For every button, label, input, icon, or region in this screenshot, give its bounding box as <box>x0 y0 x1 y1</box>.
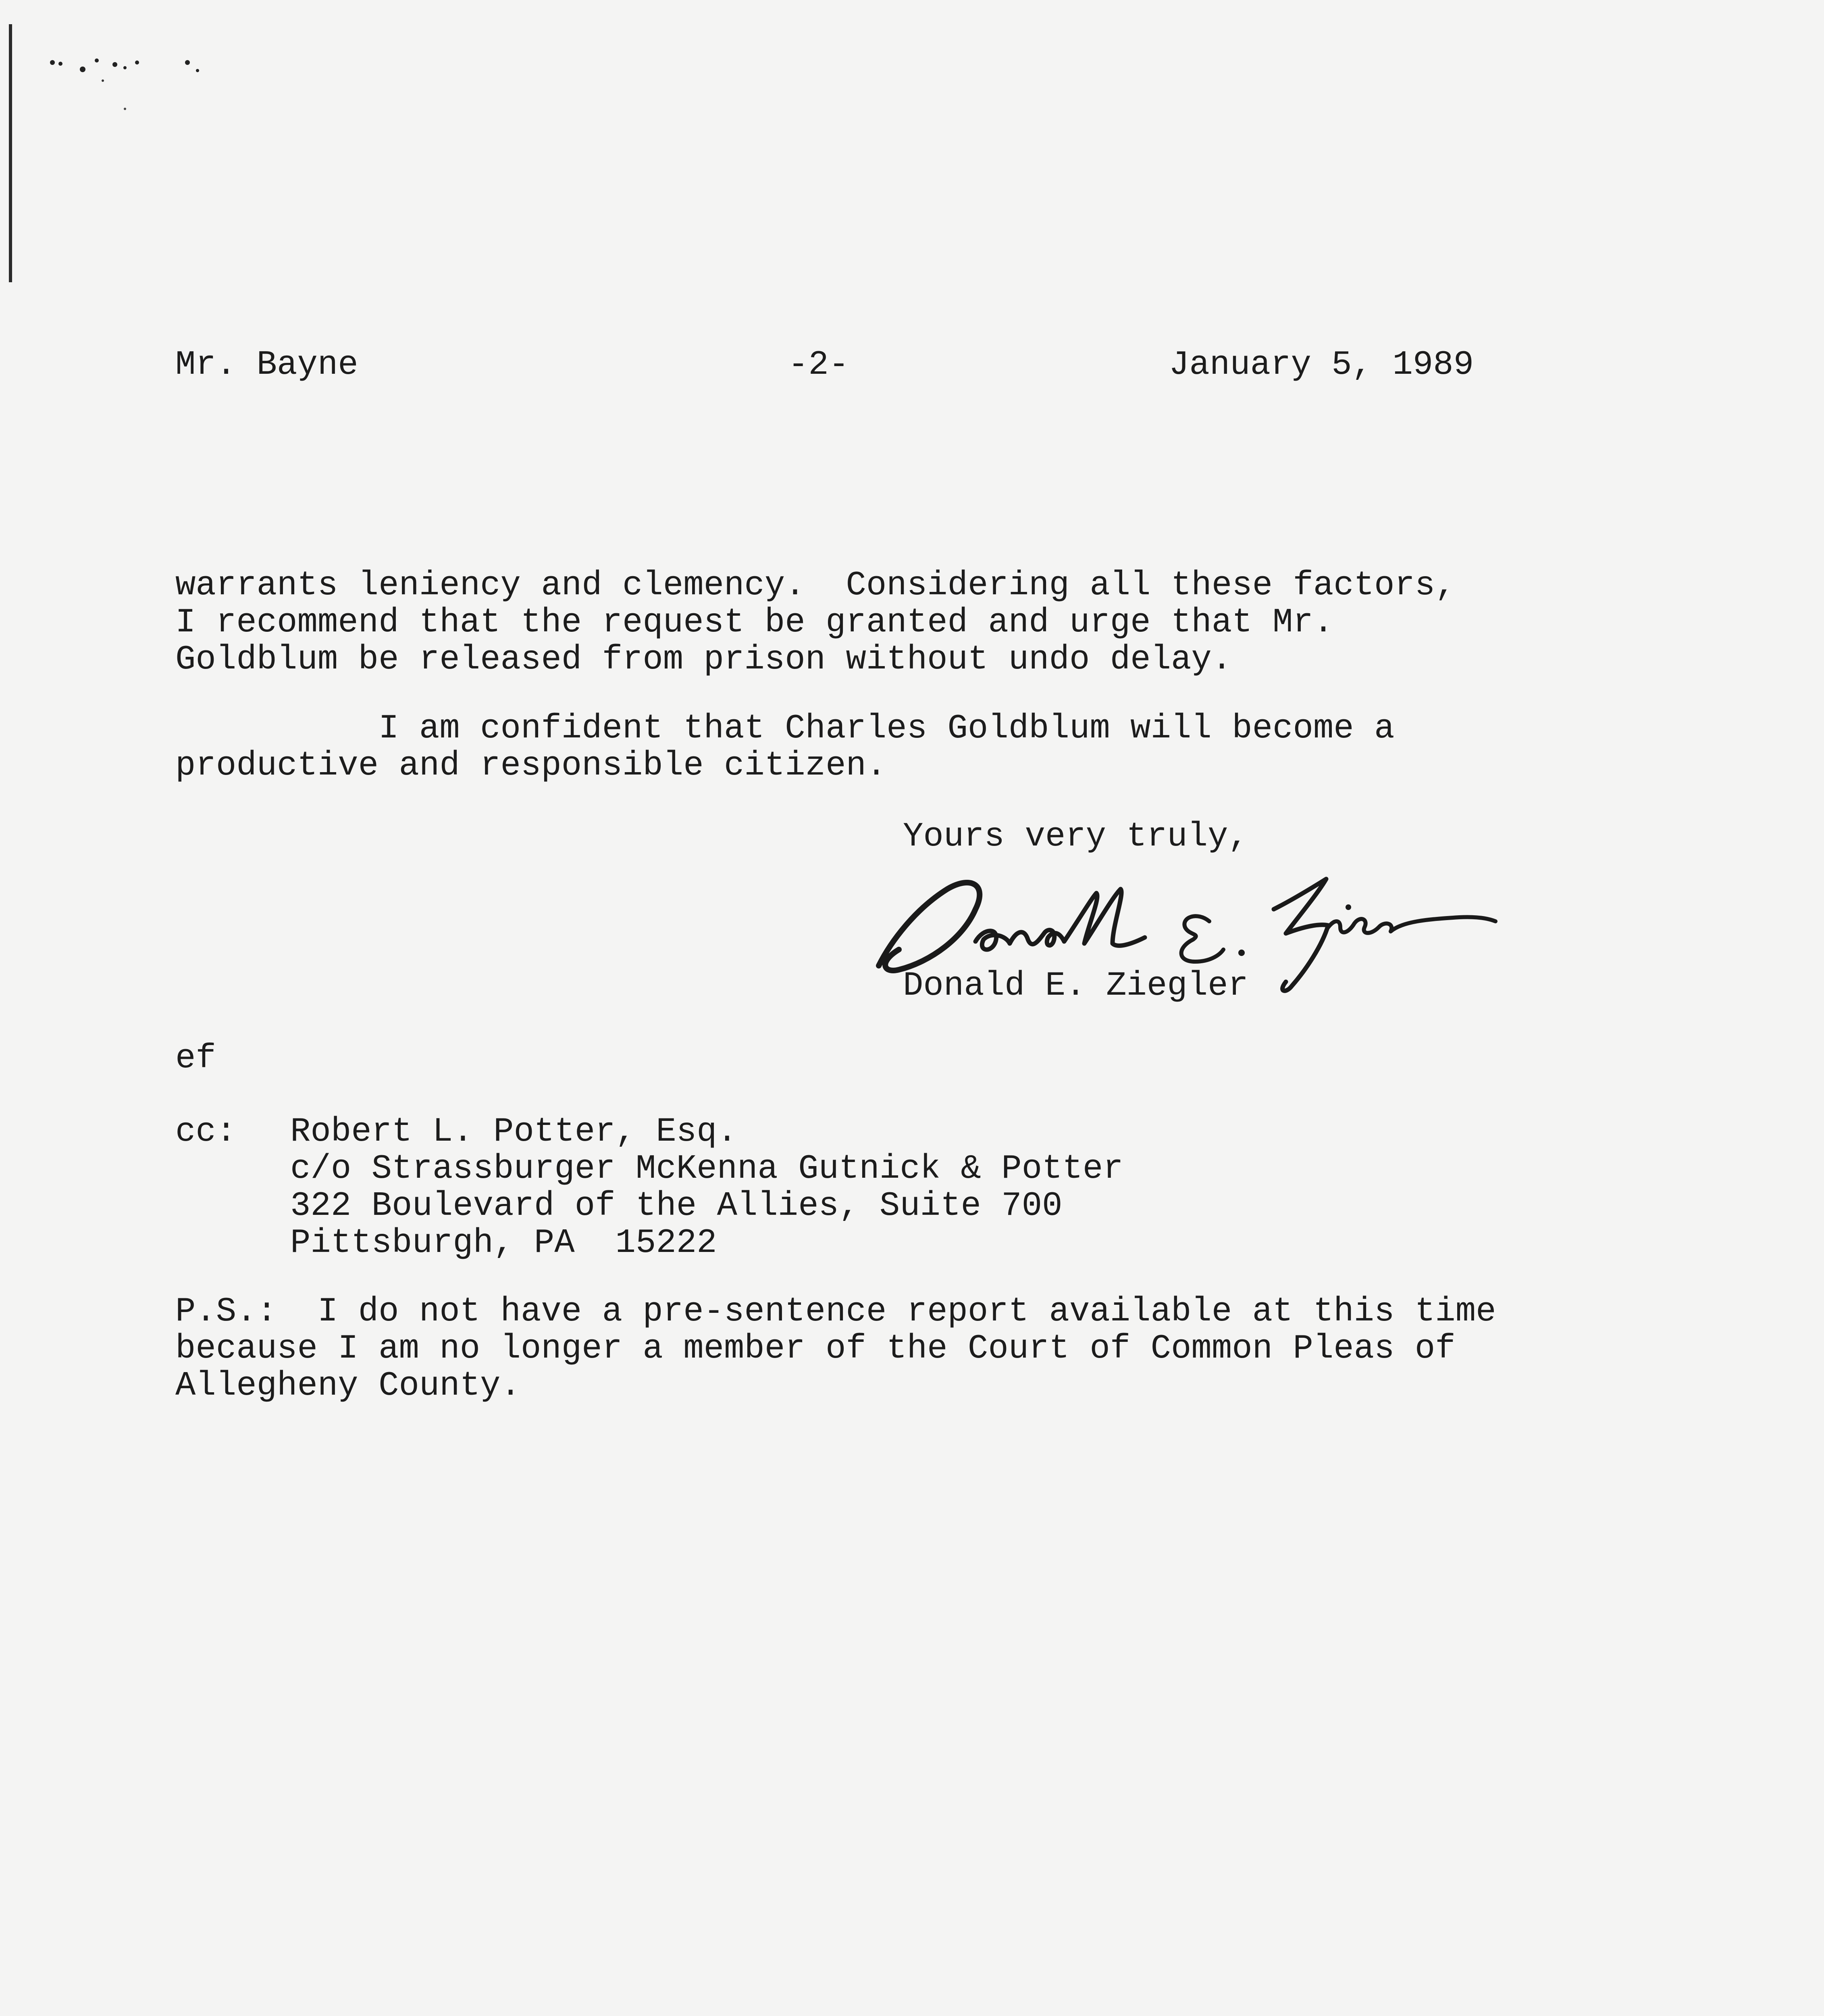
body-line: Goldblum be released from prison without undo delay. <box>175 641 1232 679</box>
header-page-number: -2- <box>788 346 849 384</box>
header-recipient: Mr. Bayne <box>175 346 358 384</box>
cc-recipient-block <box>290 1114 1123 1262</box>
body-line: I recommend that the request be granted and urge that Mr. <box>175 604 1334 642</box>
postscript-line: P.S.: I do not have a pre-sentence report available at this time <box>175 1293 1496 1331</box>
body-line: I am confident that Charles Goldblum will become a <box>175 710 1395 748</box>
header-date: January 5, 1989 <box>1169 346 1474 384</box>
cc-line: 322 Boulevard of the Allies, Suite 700 <box>290 1187 1063 1225</box>
body-line: warrants leniency and clemency. Considering all these factors, <box>175 566 1456 605</box>
postscript <box>175 1293 1496 1405</box>
body-paragraph-2 <box>175 710 1395 785</box>
scan-edge-mark <box>9 24 12 282</box>
cc-line: Robert L. Potter, Esq. <box>290 1113 737 1151</box>
cc-line: c/o Strassburger McKenna Gutnick & Potter <box>290 1150 1123 1188</box>
body-paragraph-1 <box>175 567 1456 679</box>
scan-specks <box>44 24 254 145</box>
cc-label: cc: <box>175 1113 237 1151</box>
body-line: productive and responsible citizen. <box>175 747 887 785</box>
signer-name: Donald E. Ziegler <box>903 967 1248 1005</box>
postscript-line: because I am no longer a member of the Court of Common Pleas of <box>175 1330 1456 1368</box>
postscript-line: Allegheny County. <box>175 1367 521 1405</box>
cc-line: Pittsburgh, PA 15222 <box>290 1224 717 1262</box>
typist-initials: ef <box>175 1039 216 1078</box>
valediction: Yours very truly, <box>903 818 1248 856</box>
